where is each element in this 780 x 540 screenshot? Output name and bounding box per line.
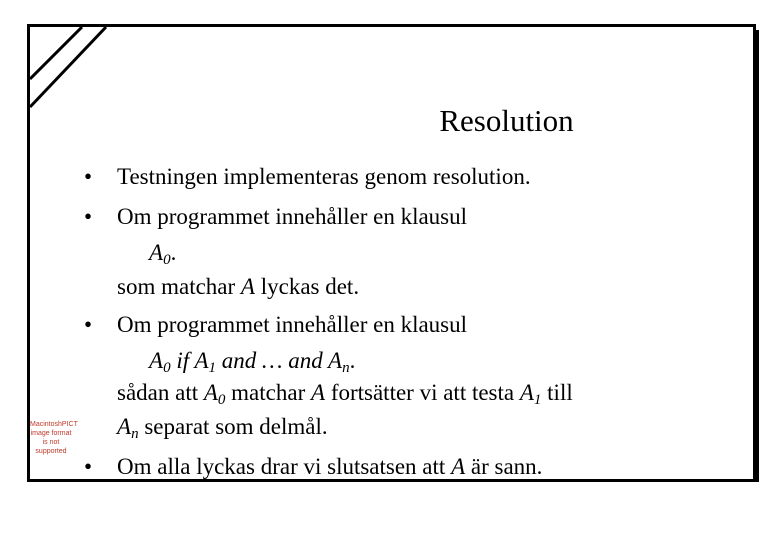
bullet-marker: • bbox=[84, 312, 93, 337]
text-run: sådan att bbox=[117, 380, 204, 405]
text-sub: n bbox=[131, 426, 139, 442]
logo-line: image format bbox=[30, 430, 72, 437]
logo-line: MacintoshPICT bbox=[30, 421, 78, 428]
clause-var: A bbox=[194, 348, 209, 373]
text-var: A bbox=[451, 454, 466, 479]
text-run: till bbox=[541, 380, 573, 405]
clause-end: . bbox=[170, 240, 177, 265]
logo-line: is not supported bbox=[35, 439, 67, 455]
text-sub: 0 bbox=[217, 392, 226, 408]
bullet-text: Om programmet innehåller en klausul bbox=[117, 312, 468, 337]
clause-text: and … and bbox=[216, 348, 329, 373]
text-var: A bbox=[117, 414, 132, 439]
pict-placeholder-logo bbox=[30, 420, 78, 456]
text-var: A bbox=[519, 380, 534, 405]
bullet-text: Om programmet innehåller en klausul bbox=[117, 204, 468, 229]
text-var: A bbox=[311, 380, 326, 405]
clause-sub: 0 bbox=[163, 360, 171, 376]
text-var: A bbox=[203, 380, 218, 405]
bullet-text: Testningen implementeras genom resolution. bbox=[117, 164, 531, 189]
bullet-marker: • bbox=[84, 164, 93, 189]
text-run: separat som delmål. bbox=[138, 414, 328, 439]
text-var: A bbox=[240, 274, 255, 299]
clause-sub: 0 bbox=[163, 252, 171, 268]
clause-var: A bbox=[328, 348, 343, 373]
bullet-marker: • bbox=[84, 454, 93, 479]
text-run: fortsätter vi att testa bbox=[325, 380, 520, 405]
text-run: lyckas det. bbox=[254, 274, 360, 299]
bullet-marker: • bbox=[84, 204, 93, 229]
text-run: Om alla lyckas drar vi slutsatsen att bbox=[117, 454, 452, 479]
clause-end: . bbox=[349, 348, 356, 373]
clause-sub: n bbox=[342, 360, 350, 376]
clause-text: if bbox=[170, 348, 195, 373]
text-run: som matchar bbox=[117, 274, 241, 299]
clause-sub: 1 bbox=[208, 360, 216, 376]
text-run: matchar bbox=[225, 380, 311, 405]
slide-title: Resolution bbox=[439, 103, 574, 138]
clause-var: A bbox=[149, 348, 164, 373]
text-run: är sann. bbox=[465, 454, 543, 479]
text-sub: 1 bbox=[533, 392, 542, 408]
clause-var: A bbox=[149, 240, 164, 265]
